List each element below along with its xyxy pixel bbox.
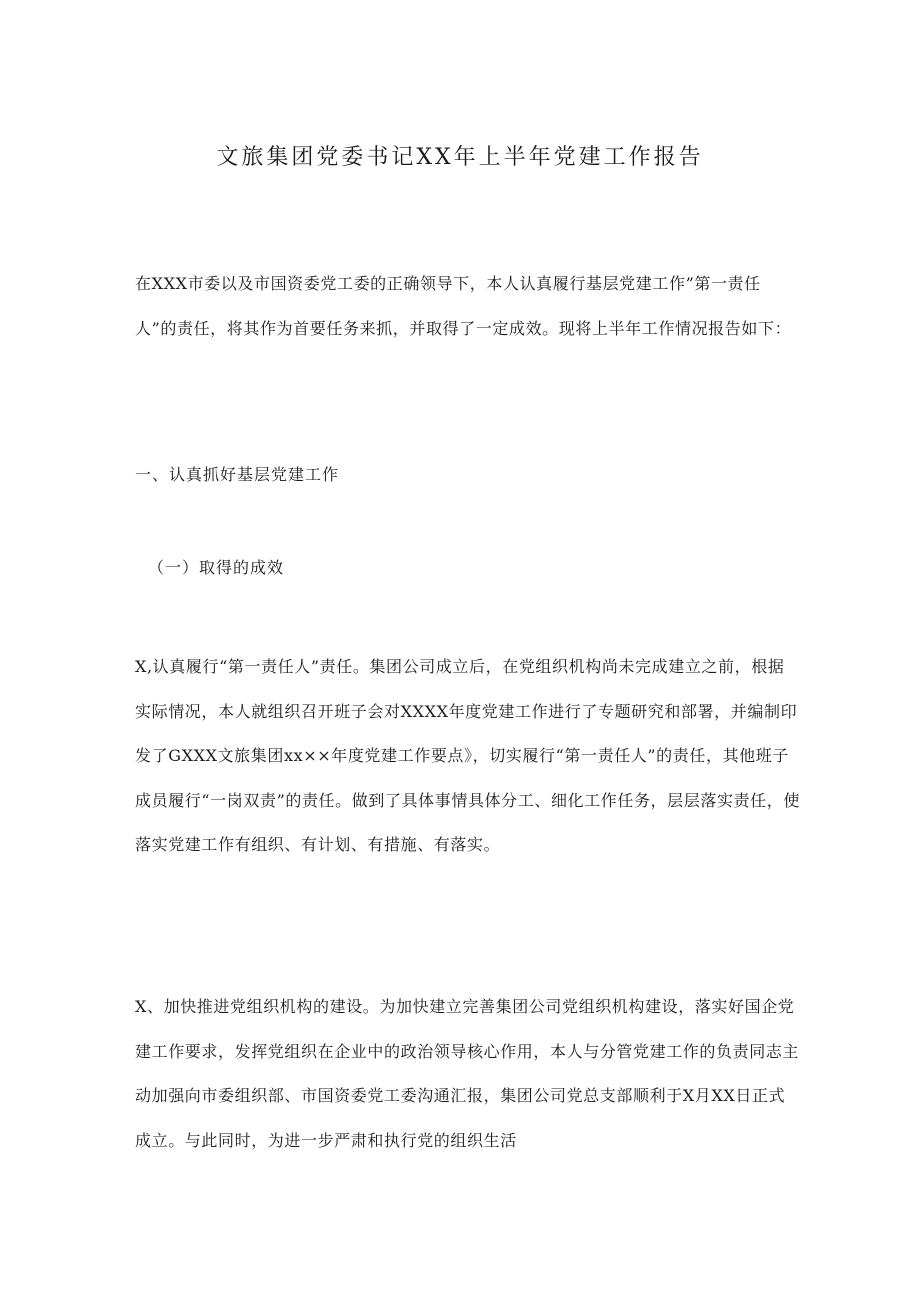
- subsection-heading: （一）取得的成效: [148, 558, 285, 577]
- body-paragraph-1: X,认真履行“第一责任人”责任。集团公司成立后，在党组织机构尚未完成建立之前，根据实际情况，本人就组织召开班子会对XXXX年度党建工作进行了专题研究和部署，并编制印发了GXXX文旅集团xx××年度党建工作要点》，切实履行“第一责任人”的责任，其他班子成员履行“一岗双责”的责任。做到了具体事情具体分工、细化工作任务，层层落实责任，使落实党建工作有组织、有计划、有措施、有落实。: [135, 657, 800, 854]
- body-paragraph-2: X、加快推进党组织机构的建设。为加快建立完善集团公司党组织机构建设，落实好国企党建工作要求，发挥党组织在企业中的政治领导核心作用，本人与分管党建工作的负责同志主动加强向市委组织部、市国资委党工委沟通汇报，集团公司党总支部顺利于X月XX日正式成立。与此同时，为进一步严肃和执行党的组织生活: [135, 997, 800, 1150]
- document-title: 文旅集团党委书记XX年上半年党建工作报告: [216, 145, 704, 170]
- section-heading: 一、认真抓好基层党建工作: [135, 465, 340, 484]
- intro-paragraph: 在XXX市委以及市国资委党工委的正确领导下，本人认真履行基层党建工作”第一责任人”的责任，将其作为首要任务来抓，并取得了一定成效。现将上半年工作情况报告如下：: [135, 274, 792, 338]
